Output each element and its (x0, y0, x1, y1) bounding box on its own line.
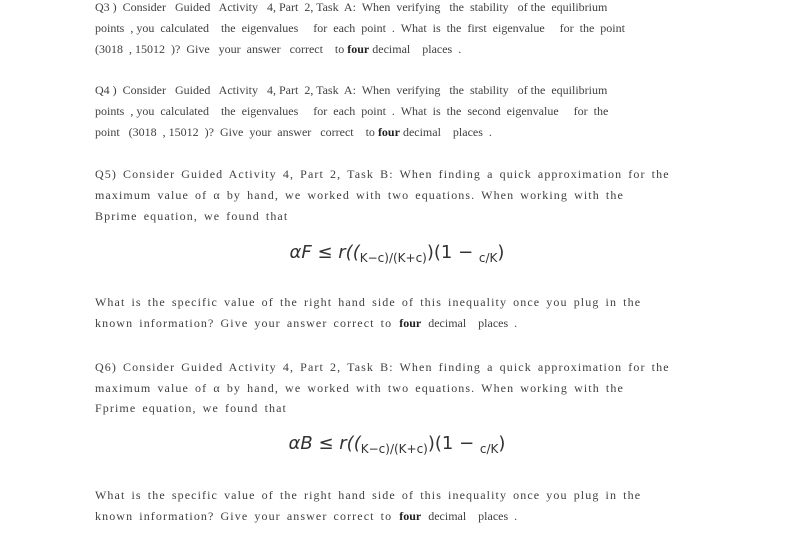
q6-after-2: known information? Give your answer correct to four decimal places . (95, 509, 518, 523)
q3-line-2: points , you calculated the eigenvalues for each point . What is the first eigenvalue for the point (95, 21, 625, 35)
q3-line-3: (3018 , 15012 )? Give your answer correct to four decimal places . (95, 42, 462, 56)
q4-line-1: Q4 ) Consider Guided Activity 4, Part 2, Task A: When verifying the stability of the equilibrium (95, 83, 608, 97)
q6-bold-four: four (399, 509, 422, 523)
q5-after-1: What is the specific value of the right hand side of this inequality once you plug in the (95, 295, 642, 309)
q5-line-2: maximum value of α by hand, we worked with two equations. When working with the (95, 188, 624, 202)
q6-line-3: Fprime equation, we found that (95, 401, 287, 415)
q5-bold-four: four (399, 316, 422, 330)
q6-after-1: What is the specific value of the right hand side of this inequality once you plug in the (95, 488, 642, 502)
q5-after-2: known information? Give your answer correct to four decimal places . (95, 316, 518, 330)
q6-line-2: maximum value of α by hand, we worked with two equations. When working with the (95, 381, 624, 395)
q6-line-1: Q6) Consider Guided Activity 4, Part 2, Task B: When finding a quick approximation for the (95, 360, 670, 374)
q3-line-1: Q3 ) Consider Guided Activity 4, Part 2, Task A: When verifying the stability of the equilibrium (95, 0, 608, 14)
q4-bold-four: four (377, 125, 400, 139)
q3-bold-four: four (347, 42, 370, 56)
q6-equation: $\alpha B \le r((_{K-c)/(K+c)})(1 - _{c/K})$ (288, 433, 506, 456)
q5-line-1: Q5) Consider Guided Activity 4, Part 2, Task B: When finding a quick approximation for the (95, 167, 670, 181)
q4-line-2: points , you calculated the eigenvalues for each point . What is the second eigenvalue for the (95, 104, 609, 118)
q5-line-3: Bprime equation, we found that (95, 209, 289, 223)
q5-equation: $\alpha F \le r((_{K-c)/(K+c)})(1 - _{c/K})$ (289, 242, 505, 265)
q4-line-3: point (3018 , 15012 )? Give your answer correct to four decimal places . (95, 125, 492, 139)
